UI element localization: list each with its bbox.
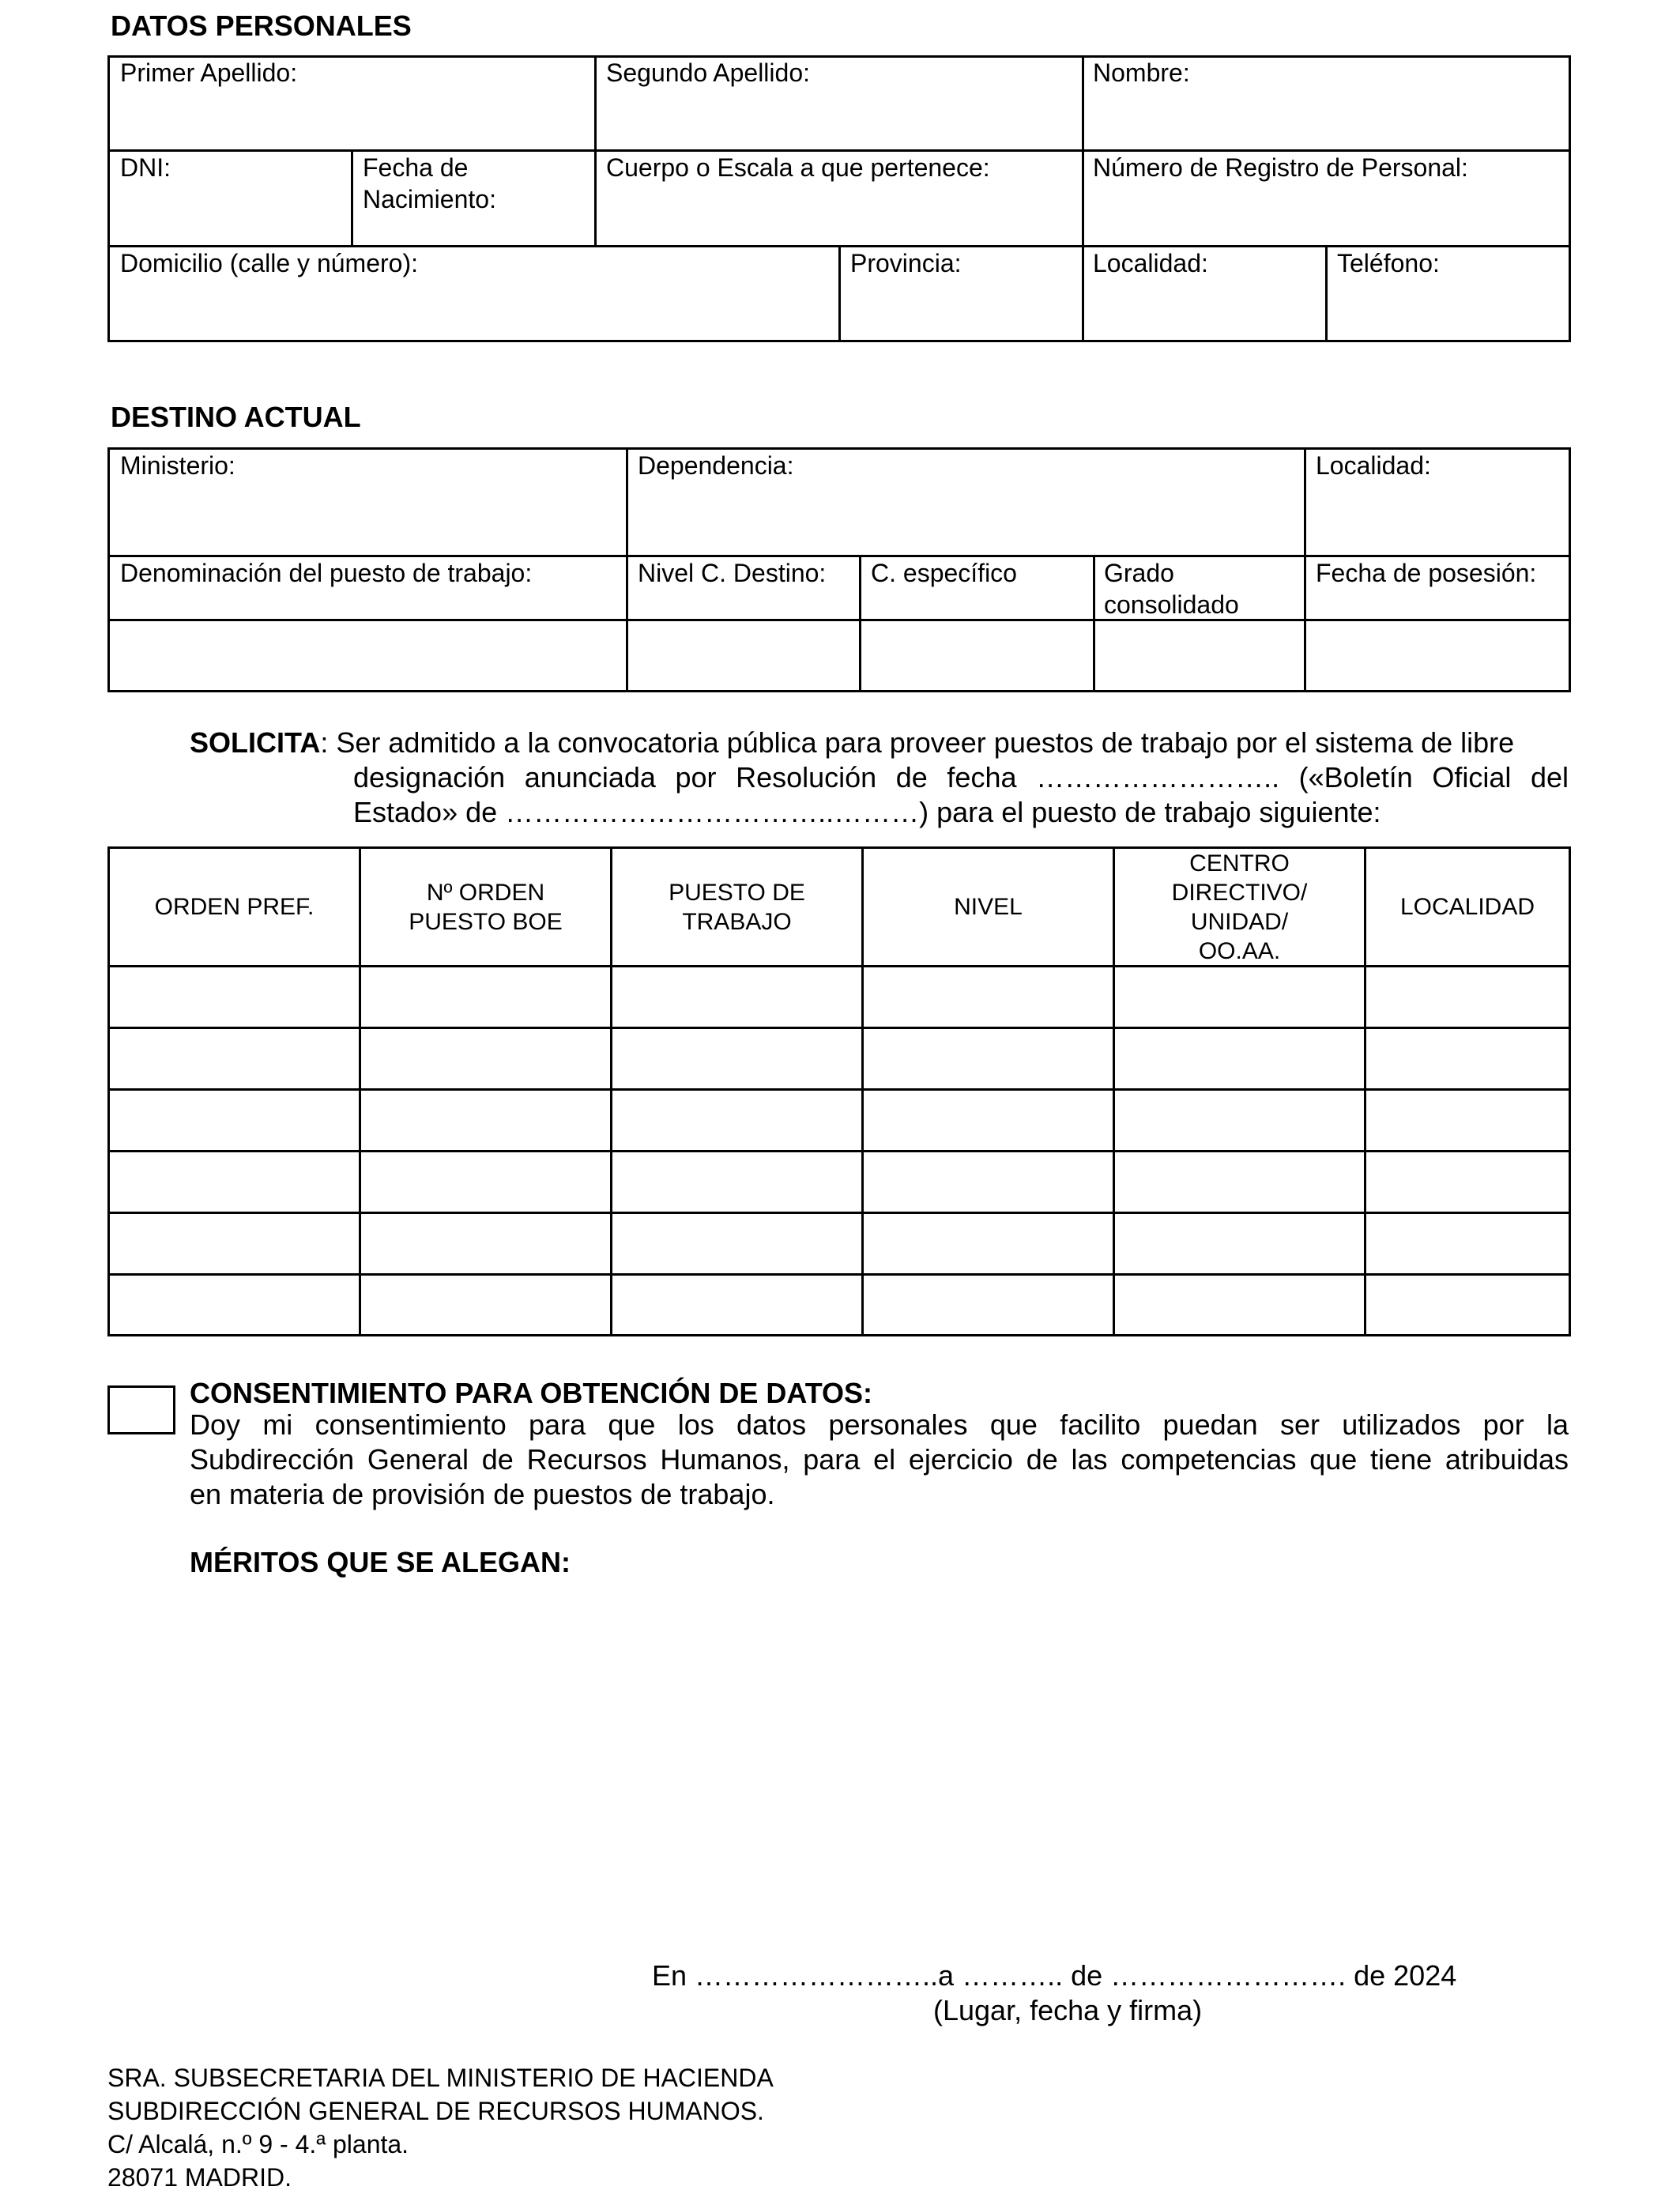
solicita-label: SOLICITA bbox=[190, 726, 321, 759]
destino-actual-heading: DESTINO ACTUAL bbox=[111, 401, 361, 433]
table-cell-input[interactable] bbox=[1366, 1214, 1569, 1273]
header-numero-orden-1: Nº ORDEN bbox=[426, 879, 545, 906]
header-centro-1: CENTRO bbox=[1189, 850, 1290, 876]
table-cell-input[interactable] bbox=[1366, 967, 1569, 1027]
footer-line-2: SUBDIRECCIÓN GENERAL DE RECURSOS HUMANOS. bbox=[107, 2097, 764, 2125]
nivel-destino-input[interactable] bbox=[628, 621, 859, 690]
table-cell-input[interactable] bbox=[612, 1091, 861, 1150]
table-cell-input[interactable] bbox=[612, 1214, 861, 1273]
table-cell-input[interactable] bbox=[110, 967, 359, 1027]
table-cell-input[interactable] bbox=[864, 1276, 1113, 1335]
table-cell-input[interactable] bbox=[361, 1029, 610, 1088]
fecha-nacimiento-label-2: Nacimiento: bbox=[363, 185, 496, 213]
header-orden-pref: ORDEN PREF. bbox=[154, 894, 315, 920]
complemento-especifico-input[interactable] bbox=[861, 621, 1093, 690]
table-cell-input[interactable] bbox=[864, 967, 1113, 1027]
segundo-apellido-field[interactable]: Segundo Apellido: bbox=[606, 58, 810, 87]
table-cell-input[interactable] bbox=[361, 1152, 610, 1212]
table-cell-input[interactable] bbox=[864, 1029, 1113, 1088]
grado-consolidado-input[interactable] bbox=[1095, 621, 1304, 690]
table-cell-input[interactable] bbox=[1115, 1276, 1364, 1335]
table-cell-input[interactable] bbox=[612, 967, 861, 1027]
table-cell-input[interactable] bbox=[1115, 1029, 1364, 1088]
table-cell-input[interactable] bbox=[864, 1091, 1113, 1150]
telefono-field[interactable]: Teléfono: bbox=[1337, 249, 1440, 277]
table-cell-input[interactable] bbox=[361, 1091, 610, 1150]
grado-label-2: consolidado bbox=[1104, 590, 1239, 619]
header-numero-orden-boe bbox=[361, 849, 610, 965]
footer-line-1: SRA. SUBSECRETARIA DEL MINISTERIO DE HACIENDA bbox=[107, 2064, 774, 2092]
ministerio-field[interactable]: Ministerio: bbox=[120, 451, 235, 480]
footer-line-3: C/ Alcalá, n.º 9 - 4.ª planta. bbox=[107, 2130, 409, 2158]
provincia-field[interactable]: Provincia: bbox=[850, 249, 962, 277]
destinatario-block bbox=[107, 2061, 774, 2194]
denominacion-puesto-label: Denominación del puesto de trabajo: bbox=[120, 559, 533, 587]
table-cell-input[interactable] bbox=[110, 1091, 359, 1150]
table-cell-input[interactable] bbox=[361, 967, 610, 1027]
consentimiento-line-2: Subdirección General de Recursos Humanos, para el ejercicio de las competencias que tiene atribuidas bbox=[190, 1443, 1569, 1476]
consentimiento-line-3: en materia de provisión de puestos de trabajo. bbox=[190, 1478, 775, 1510]
fecha-posesion-input[interactable] bbox=[1306, 621, 1569, 690]
solicita-line-1 bbox=[190, 726, 1569, 760]
table-cell-input[interactable] bbox=[110, 1029, 359, 1088]
header-puesto-trabajo bbox=[612, 849, 861, 965]
firma-line: En ……………………..a ……….. de ……………………. de 2024 bbox=[652, 1959, 1457, 1992]
header-nivel: NIVEL bbox=[954, 894, 1023, 920]
header-centro-3: UNIDAD/ bbox=[1190, 908, 1289, 935]
fecha-nacimiento-label-1: Fecha de bbox=[363, 153, 469, 182]
footer-line-4: 28071 MADRID. bbox=[107, 2163, 292, 2192]
header-centro-4: OO.AA. bbox=[1198, 937, 1281, 964]
table-cell-input[interactable] bbox=[110, 1214, 359, 1273]
grado-consolidado-label bbox=[1104, 557, 1239, 620]
header-localidad: LOCALIDAD bbox=[1399, 894, 1535, 920]
domicilio-field[interactable]: Domicilio (calle y número): bbox=[120, 249, 418, 277]
nombre-field[interactable]: Nombre: bbox=[1093, 58, 1190, 87]
table-cell-input[interactable] bbox=[1366, 1276, 1569, 1335]
firma-caption: (Lugar, fecha y firma) bbox=[933, 1994, 1203, 2026]
meritos-heading: MÉRITOS QUE SE ALEGAN: bbox=[190, 1546, 571, 1578]
table-cell-input[interactable] bbox=[1115, 1091, 1364, 1150]
table-cell-input[interactable] bbox=[612, 1152, 861, 1212]
registro-personal-field[interactable]: Número de Registro de Personal: bbox=[1093, 153, 1468, 182]
consent-checkbox[interactable] bbox=[107, 1385, 175, 1434]
cuerpo-escala-field[interactable]: Cuerpo o Escala a que pertenece: bbox=[606, 153, 990, 182]
table-cell-input[interactable] bbox=[1366, 1029, 1569, 1088]
header-puesto-2: TRABAJO bbox=[682, 908, 792, 935]
meritos-area[interactable] bbox=[190, 1589, 1569, 1944]
table-cell-input[interactable] bbox=[612, 1029, 861, 1088]
table-cell-input[interactable] bbox=[110, 1276, 359, 1335]
solicita-line-3: Estado» de ……………………………..………) para el puesto de trabajo siguiente: bbox=[353, 796, 1381, 828]
table-cell-input[interactable] bbox=[612, 1276, 861, 1335]
dni-field[interactable]: DNI: bbox=[120, 153, 171, 182]
consentimiento-line-1: Doy mi consentimiento para que los datos personales que facilito puedan ser utilizados por la bbox=[190, 1408, 1569, 1441]
table-cell-input[interactable] bbox=[1366, 1091, 1569, 1150]
header-puesto-1: PUESTO DE bbox=[669, 879, 805, 906]
table-cell-input[interactable] bbox=[864, 1214, 1113, 1273]
table-cell-input[interactable] bbox=[361, 1214, 610, 1273]
table-cell-input[interactable] bbox=[361, 1276, 610, 1335]
header-numero-orden-2: PUESTO BOE bbox=[409, 908, 563, 935]
localidad-destino-field[interactable]: Localidad: bbox=[1316, 451, 1431, 480]
solicita-text-1: : Ser admitido a la convocatoria pública para proveer puestos de trabajo por el sistema de libre bbox=[320, 726, 1515, 759]
header-centro-directivo bbox=[1115, 849, 1364, 965]
table-cell-input[interactable] bbox=[1115, 1152, 1364, 1212]
table-cell-input[interactable] bbox=[864, 1152, 1113, 1212]
table-cell-input[interactable] bbox=[1115, 967, 1364, 1027]
dependencia-field[interactable]: Dependencia: bbox=[638, 451, 794, 480]
consentimiento-heading: CONSENTIMIENTO PARA OBTENCIÓN DE DATOS: bbox=[190, 1377, 873, 1409]
primer-apellido-field[interactable]: Primer Apellido: bbox=[120, 58, 298, 87]
solicita-line-2: designación anunciada por Resolución de fecha …………………….. («Boletín Oficial del bbox=[353, 761, 1569, 794]
fecha-posesion-label: Fecha de posesión: bbox=[1316, 559, 1537, 587]
fecha-nacimiento-field[interactable] bbox=[363, 152, 496, 215]
nivel-destino-label: Nivel C. Destino: bbox=[638, 559, 827, 587]
complemento-especifico-label: C. específico bbox=[871, 559, 1017, 587]
header-centro-2: DIRECTIVO/ bbox=[1171, 879, 1308, 906]
table-cell-input[interactable] bbox=[110, 1152, 359, 1212]
grado-label-1: Grado bbox=[1104, 559, 1174, 587]
datos-personales-heading: DATOS PERSONALES bbox=[111, 9, 412, 42]
localidad-personal-field[interactable]: Localidad: bbox=[1093, 249, 1208, 277]
table-cell-input[interactable] bbox=[1366, 1152, 1569, 1212]
table-cell-input[interactable] bbox=[1115, 1214, 1364, 1273]
denominacion-puesto-input[interactable] bbox=[110, 621, 626, 690]
